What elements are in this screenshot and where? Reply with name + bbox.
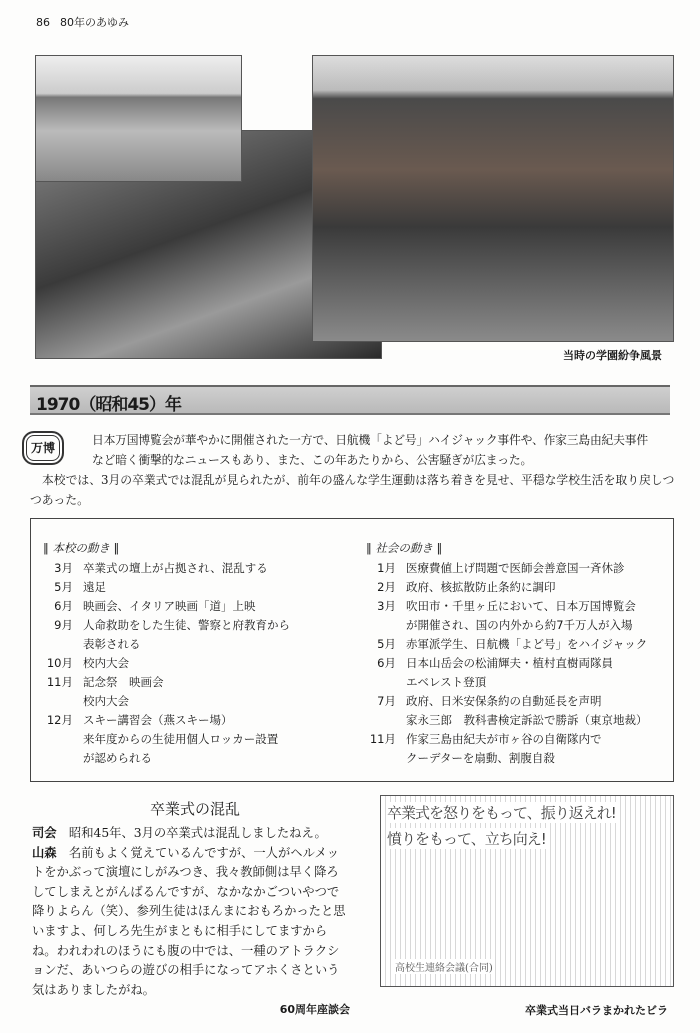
event-row <box>366 635 648 654</box>
event-text: 人命救助をした生徒、警察と府教育から <box>83 618 290 632</box>
talk-source: 60周年座談会 <box>279 1003 350 1017</box>
event-row <box>366 730 648 749</box>
event-month <box>366 673 406 692</box>
event-row <box>366 597 648 616</box>
event-month <box>366 749 406 768</box>
event-row <box>43 578 290 597</box>
event-text: 卒業式の壇上が占拠され、混乱する <box>83 561 268 575</box>
flyer-footer: 高校生連絡会議(合同) <box>395 959 493 974</box>
world-line: など暗く衝撃的なニュースもあり、また、この年あたりから、公害騒ぎが広まった。 <box>92 453 533 467</box>
event-row <box>366 673 648 692</box>
event-row <box>43 559 290 578</box>
world-line: 日本万国博覧会が華やかに開催された一方で、日航機「よど号」ハイジャック事件や、作家三島由紀夫事件 <box>92 433 648 447</box>
event-month: 11月 <box>369 732 396 746</box>
event-month <box>43 749 83 768</box>
talk-line <box>32 824 350 844</box>
event-text: クーデターを扇動、割腹自殺 <box>406 751 555 765</box>
event-row <box>43 692 290 711</box>
talk-body <box>32 824 350 1020</box>
talk-text: 昭和45年、3月の卒業式は混乱しましたねえ。 <box>68 826 327 840</box>
event-text: 映画会、イタリア映画「道」上映 <box>83 599 256 613</box>
event-row <box>43 635 290 654</box>
event-row <box>366 711 648 730</box>
flyer-headline: 卒業式を怒りをもって、振り返えれ! <box>387 804 616 822</box>
event-text: 政府、核拡散防止条約に調印 <box>406 580 556 594</box>
classroom-photo <box>312 55 674 342</box>
event-row <box>366 692 648 711</box>
event-row <box>43 749 290 768</box>
event-text: 校内大会 <box>83 694 129 708</box>
event-text: 赤軍派学生、日航機「よど号」をハイジャック <box>406 637 648 651</box>
speaker: 山森 <box>32 845 57 860</box>
event-month: 2月 <box>377 580 396 594</box>
year-heading: 1970（昭和45）年 <box>36 395 181 415</box>
society-events <box>366 539 648 768</box>
event-text: 来年度からの生徒用個人ロッカー設置 <box>83 732 279 746</box>
flyer-caption: 卒業式当日バラまかれたビラ <box>525 1004 668 1017</box>
events-box <box>30 518 674 782</box>
event-text: 家永三郎 教科書検定訴訟で勝訴（東京地裁） <box>406 713 648 727</box>
event-text: 遠足 <box>83 580 106 594</box>
photo-caption: 当時の学園紛争風景 <box>563 349 662 362</box>
event-text: スキー講習会（燕スキー場） <box>83 713 233 727</box>
school-summary: 本校では、3月の卒業式では混乱が見られたが、前年の盛んな学生運動は落ち着きを見せ、平穏な学校生活を取り戻しつつあった。 <box>30 473 675 507</box>
event-month <box>366 616 406 635</box>
event-month: 10月 <box>46 656 73 670</box>
event-month: 3月 <box>377 599 396 613</box>
event-text: 作家三島由紀夫が市ヶ谷の自衛隊内で <box>406 732 602 746</box>
event-text: 校内大会 <box>83 656 129 670</box>
event-text: 表彰される <box>83 637 141 651</box>
event-row <box>43 616 290 635</box>
event-text: 記念祭 映画会 <box>83 675 164 689</box>
talk-line <box>32 844 350 1001</box>
event-month <box>366 711 406 730</box>
event-month: 5月 <box>377 637 396 651</box>
event-row <box>366 749 648 768</box>
event-month: 7月 <box>377 694 396 708</box>
event-month: 3月 <box>54 561 73 575</box>
page-header <box>36 14 139 30</box>
section-title: 80年のあゆみ <box>60 16 129 29</box>
event-row <box>43 730 290 749</box>
event-row <box>43 654 290 673</box>
event-row <box>366 654 648 673</box>
school-events <box>43 539 290 768</box>
event-text: エベレスト登頂 <box>406 675 487 689</box>
event-row <box>366 578 648 597</box>
event-month <box>43 635 83 654</box>
flyer-image <box>380 795 674 987</box>
event-text: 政府、日米安保条約の自動延長を声明 <box>406 694 602 708</box>
event-text: 日本山岳会の松浦輝夫・植村直樹両隊員 <box>406 656 613 670</box>
page-number: 86 <box>36 16 50 29</box>
event-month: 12月 <box>46 713 73 727</box>
talk-title: 卒業式の混乱 <box>149 800 240 818</box>
event-row <box>43 673 290 692</box>
event-month: 6月 <box>377 656 396 670</box>
school-events-title: ‖ 本校の動き ‖ <box>43 541 120 555</box>
speaker: 司会 <box>32 826 57 840</box>
talk-text: 名前もよく覚えているんですが、一人がヘルメットをかぶって演壇にしがみつき、我々教師側は早く降ろしてしまえとがんばるんですが、なかなかごついやつで降りよらん（笑）、参列生徒はほんまにおもろかったと思いますよ、何しろ先生がまともに相手にしてますからね。われわれのほうにも腹の中では、一種のアトラクションだ、あいつらの遊びの相手になってアホくさという気はありましたがね。 <box>32 845 346 997</box>
event-month: 1月 <box>377 561 396 575</box>
event-row <box>366 559 648 578</box>
event-month: 11月 <box>46 675 73 689</box>
event-month <box>43 692 83 711</box>
year-heading-band <box>30 385 670 415</box>
event-row <box>43 711 290 730</box>
event-month <box>43 730 83 749</box>
event-text: が認められる <box>83 751 152 765</box>
event-row <box>43 597 290 616</box>
expo-badge: 万博 <box>22 431 64 465</box>
world-summary <box>92 430 682 470</box>
flyer-headline: 憤りをもって、立ち向え! <box>387 830 546 848</box>
society-events-title: ‖ 社会の動き ‖ <box>366 541 443 555</box>
event-text: 医療費値上げ問題で医師会善意国一斉休診 <box>406 561 625 575</box>
schoolyard-photo <box>35 55 242 182</box>
event-month: 5月 <box>54 580 73 594</box>
event-row <box>366 616 648 635</box>
event-month: 9月 <box>54 618 73 632</box>
event-text: が開催され、国の内外から約7千万人が入場 <box>406 618 633 632</box>
event-text: 吹田市・千里ヶ丘において、日本万国博覧会 <box>406 599 636 613</box>
event-month: 6月 <box>54 599 73 613</box>
